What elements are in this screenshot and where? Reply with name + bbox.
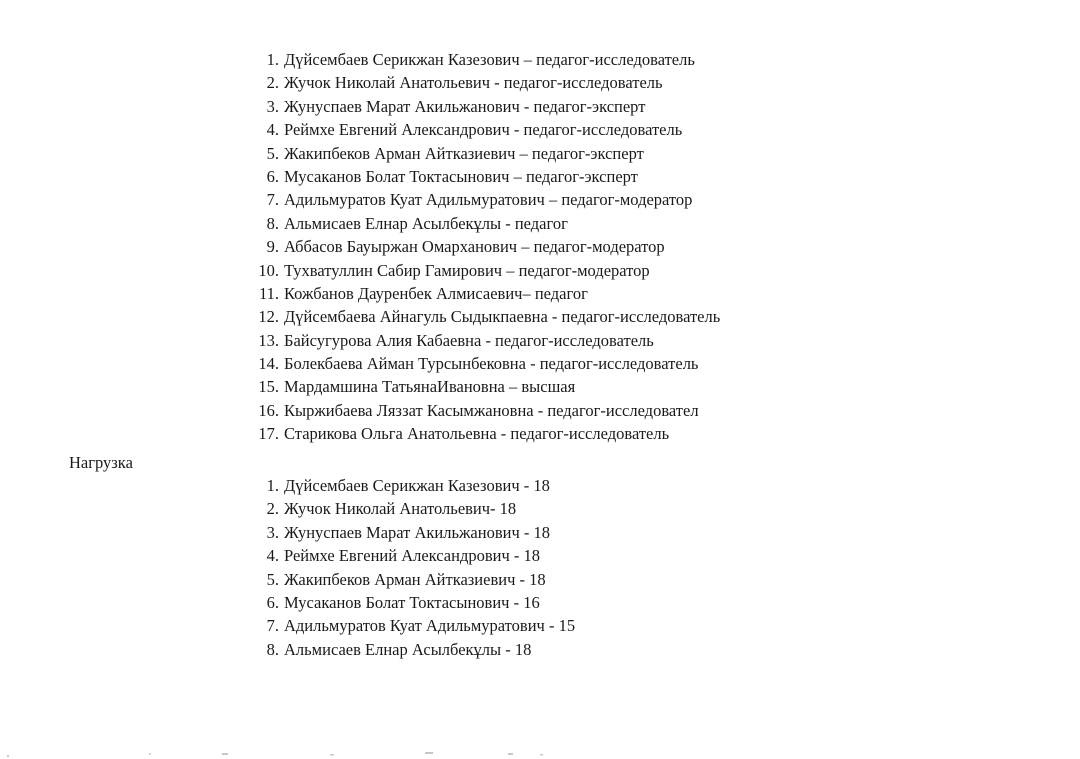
workload-section-label: Нагрузка [69, 453, 133, 472]
list-item [245, 497, 575, 520]
item-text: Дүйсембаев Серикжан Казезович – педагог-исследователь [284, 50, 695, 69]
list-item [245, 375, 720, 398]
list-item [245, 474, 575, 497]
list-item [245, 71, 720, 94]
item-number: 5. [266, 143, 279, 163]
item-number: 13. [258, 330, 279, 350]
item-text: Реймхе Евгений Александрович - 18 [284, 546, 541, 566]
item-number: 7. [266, 616, 279, 636]
item-text: Болекбаева Айман Турсынбековна - педагог-исследователь [284, 354, 699, 374]
item-text: Жучок Николай Анатольевич - педагог-исследователь [284, 73, 663, 93]
list-item [245, 305, 720, 328]
list-item [245, 544, 575, 567]
item-text: Старикова Ольга Анатольевна - педагог-исследователь [284, 424, 670, 444]
item-number: 6. [266, 592, 279, 612]
item-number: 3. [266, 522, 279, 542]
item-text: Адильмуратов Куат Адильмуратович - 15 [284, 616, 576, 636]
item-number: 10. [258, 260, 279, 280]
list-item [245, 48, 720, 71]
item-text: Мусаканов Болат Токтасынович - 16 [284, 592, 540, 612]
item-text: Адильмуратов Куат Адильмуратович – педагог-модератор [284, 190, 693, 210]
item-text: Дүйсембаев Серикжан Казезович - 18 [284, 476, 550, 495]
item-number: 2. [266, 73, 279, 93]
list-item [245, 259, 720, 282]
item-text: Аббасов Бауыржан Омарханович – педагог-модератор [284, 237, 665, 257]
item-number: 16. [258, 400, 279, 420]
item-number: 11. [258, 283, 279, 303]
list-item [245, 329, 720, 352]
item-number: 12. [258, 307, 279, 327]
item-number: 1. [266, 50, 279, 69]
item-text: Кыржибаева Ляззат Касымжановна - педагог-исследовател [284, 400, 699, 420]
list-item [245, 422, 720, 445]
list-item [245, 352, 720, 375]
scan-edge-marks [0, 748, 1080, 759]
qualification-list [245, 48, 720, 446]
item-number: 4. [266, 546, 279, 566]
list-item [245, 235, 720, 258]
list-item [245, 95, 720, 118]
item-number: 14. [258, 354, 279, 374]
item-number: 6. [266, 166, 279, 186]
list-item [245, 568, 575, 591]
item-number: 1. [266, 476, 279, 495]
item-number: 15. [258, 377, 279, 397]
item-number: 2. [266, 499, 279, 519]
item-number: 5. [266, 569, 279, 589]
item-text: Кожбанов Дауренбек Алмисаевич– педагог [284, 283, 588, 303]
item-number: 9. [266, 237, 279, 257]
item-text: Жакипбеков Арман Айтказиевич - 18 [284, 569, 546, 589]
list-item [245, 638, 575, 661]
item-text: Дүйсембаева Айнагуль Сыдыкпаевна - педагог-исследователь [284, 307, 721, 327]
list-item [245, 399, 720, 422]
item-number: 17. [258, 424, 279, 444]
list-item [245, 142, 720, 165]
item-text: Тухватуллин Сабир Гамирович – педагог-модератор [284, 260, 650, 280]
list-item [245, 188, 720, 211]
list-item [245, 282, 720, 305]
item-number: 3. [266, 96, 279, 116]
item-text: Жакипбеков Арман Айтказиевич – педагог-эксперт [284, 143, 644, 163]
item-number: 4. [266, 120, 279, 140]
item-text: Мардамшина ТатьянаИвановна – высшая [284, 377, 576, 397]
item-number: 7. [266, 190, 279, 210]
workload-list [245, 474, 575, 661]
item-number: 8. [266, 639, 279, 659]
list-item [245, 165, 720, 188]
item-text: Жунуспаев Марат Акильжанович - педагог-эксперт [284, 96, 646, 116]
list-item [245, 591, 575, 614]
item-text: Альмисаев Елнар Асылбекұлы - педагог [284, 213, 568, 233]
item-text: Жунуспаев Марат Акильжанович - 18 [284, 522, 550, 542]
list-item [245, 212, 720, 235]
item-text: Жучок Николай Анатольевич- 18 [284, 499, 517, 519]
list-item [245, 521, 575, 544]
list-item [245, 118, 720, 141]
item-text: Реймхе Евгений Александрович - педагог-исследователь [284, 120, 683, 140]
item-text: Альмисаев Елнар Асылбекұлы - 18 [284, 639, 532, 659]
item-text: Мусаканов Болат Токтасынович – педагог-эксперт [284, 166, 638, 186]
item-text: Байсугурова Алия Кабаевна - педагог-исследователь [284, 330, 654, 350]
list-item [245, 614, 575, 637]
item-number: 8. [266, 213, 279, 233]
